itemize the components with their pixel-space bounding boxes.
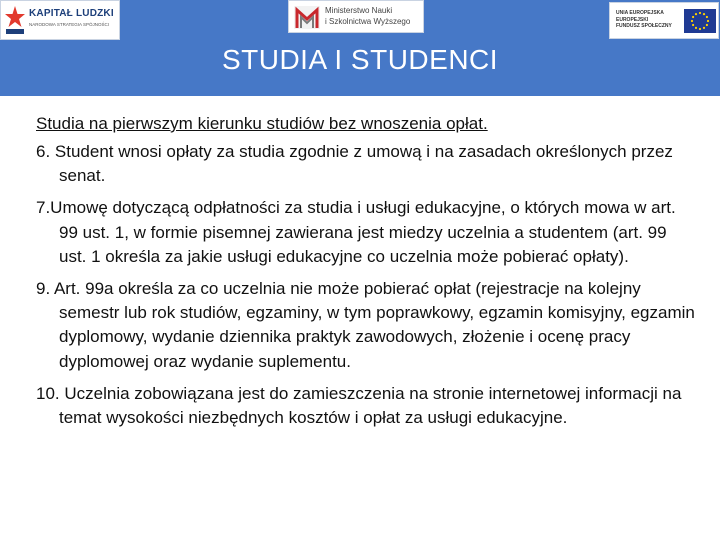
list-item: 9. Art. 99a określa za co uczelnia nie może pobierać opłat (rejestracje na kolejny semestr lub rok studiów, egzaminy, w tym poprawkowy, egzamin komisyjny, egzamin dyplomowy, wydanie dziennika praktyk zawodowych, złożenie i ocenę pracy dyplomowej oraz wydanie suplementu.	[36, 279, 695, 371]
ministerstwo-line2: i Szkolnictwa Wyższego	[325, 17, 411, 26]
list-item: 10. Uczelnia zobowiązana jest do zamieszczenia na stronie internetowej informacji na temat wysokości niezbędnych kosztów i opłat za usługi edukacyjne.	[36, 383, 682, 428]
list-item: 6. Student wnosi opłaty za studia zgodnie z umową i na zasadach określonych przez senat.	[36, 142, 673, 186]
unia-line1: UNIA EUROPEJSKA	[616, 10, 664, 16]
slide-title: STUDIA I STUDENCI	[221, 44, 499, 75]
ministerstwo-line1: Ministerstwo Nauki	[325, 6, 393, 15]
ministry-emblem-icon	[292, 4, 322, 31]
star-logo-icon	[4, 4, 26, 36]
kapital-ludzki-subtitle: NARODOWA STRATEGIA SPÓJNOŚCI	[29, 22, 110, 27]
ministerstwo-name	[325, 5, 410, 27]
unia-europejska-logo	[609, 2, 719, 39]
kapital-ludzki-name: KAPITAŁ LUDZKI	[29, 8, 114, 19]
eu-flag-icon	[684, 9, 716, 33]
unia-line3: FUNDUSZ SPOŁECZNY	[616, 23, 672, 29]
list-item: 7.Umowę dotyczącą odpłatności za studia i usługi edukacyjne, o których mowa w art. 99 ust. 1, w formie pisemnej zawierana jest miedzy uczelnia a studentem (art. 99 ust. 1 określa za jakie usługi edukacyjne co uczelnia może pobierać opłaty).	[36, 198, 676, 266]
slide-body	[36, 113, 696, 438]
header-band	[0, 0, 720, 96]
kapital-ludzki-logo	[0, 0, 120, 40]
unia-line2: EUROPEJSKI	[616, 16, 649, 23]
ministerstwo-logo	[288, 0, 424, 33]
body-subtitle: Studia na pierwszym kierunku studiów bez wnoszenia opłat.	[36, 114, 488, 133]
unia-name	[616, 10, 672, 30]
